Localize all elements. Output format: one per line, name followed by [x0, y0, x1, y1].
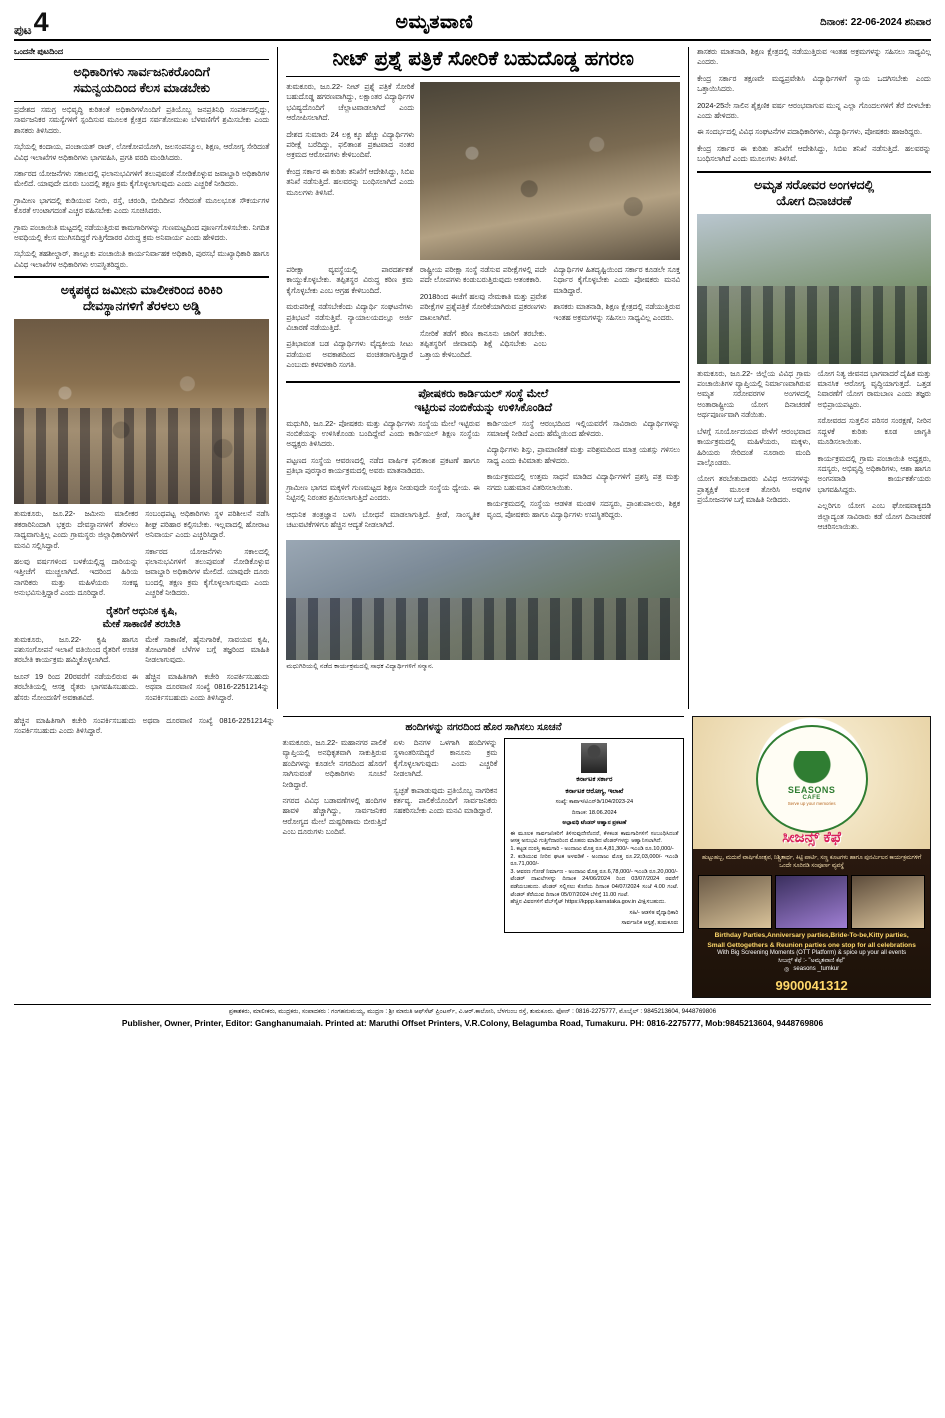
seasons-logo [756, 725, 868, 833]
paragraph: ಪ್ರತಿಭಾವಂತ ಬಡ ವಿದ್ಯಾರ್ಥಿಗಳು ವೈದ್ಯಕೀಯ ಸೀಟು ಪಡೆಯುವ ಅವಕಾಶದಿಂದ ವಂಚಿತರಾಗುತ್ತಿದ್ದಾರೆ ಎಂಬುದು ಕಳವಳಕಾರಿ ಸಂಗತಿ. [286, 339, 413, 370]
paragraph: ಸಭೆಯಲ್ಲಿ ತಹಶೀಲ್ದಾರ್, ತಾಲ್ಲೂಕು ಪಂಚಾಯಿತಿ ಕಾರ್ಯನಿರ್ವಾಹಕ ಅಧಿಕಾರಿ, ಪುರಸಭೆ ಮುಖ್ಯಾಧಿಕಾರಿ ಹಾಗೂ ವಿವಿಧ ಇಲಾಖೆಗಳ ಅಧಿಕಾರಿಗಳು ಉಪಸ್ಥಿತರಿದ್ದರು. [14, 249, 270, 269]
paragraph: ತುಮಕೂರು, ಜೂ.22- ನೀಟ್ ಪ್ರಶ್ನೆ ಪತ್ರಿಕೆ ಸೋರಿಕೆ ಬಹುದೊಡ್ಡ ಹಗರಣವಾಗಿದ್ದು, ಲಕ್ಷಾಂತರ ವಿದ್ಯಾರ್ಥಿಗಳ ಭವಿಷ್ಯದೊಂದಿಗೆ ಚೆಲ್ಲಾಟವಾಡಲಾಗಿದೆ ಎಂದು ಆರೋಪಿಸಲಾಗಿದೆ. [286, 82, 415, 123]
paragraph: ನಗರದ ವಿವಿಧ ಬಡಾವಣೆಗಳಲ್ಲಿ ಹಂದಿಗಳ ಹಾವಳಿ ಹೆಚ್ಚಾಗಿದ್ದು, ಸಾರ್ವಜನಿಕರ ಆರೋಗ್ಯದ ಮೇಲೆ ದುಷ್ಪರಿಣಾಮ ಬೀರುತ್ತಿದೆ ಎಂಬ ದೂರುಗಳು ಬಂದಿವೆ. [282, 796, 387, 837]
paragraph: ತುಮಕೂರು, ಜೂ.22- ಜಿಲ್ಲೆಯ ವಿವಿಧ ಗ್ರಾಮ ಪಂಚಾಯಿತಿಗಳ ವ್ಯಾಪ್ತಿಯಲ್ಲಿ ನಿರ್ಮಾಣವಾಗಿರುವ ಅಮೃತ ಸರೋವರಗಳ ಅಂಗಳದಲ್ಲಿ ಅಂತಾರಾಷ್ಟ್ರೀಯ ಯೋಗ ದಿನಾಚರಣೆ ಅರ್ಥಪೂರ್ಣವಾಗಿ ನಡೆಯಿತು. [697, 368, 811, 420]
mid-photo-block [420, 82, 680, 260]
sub2-col1 [283, 738, 387, 933]
left-three-col [14, 509, 269, 604]
left-third-cols [14, 635, 269, 709]
ad-line-3: With Big Screening Moments (OTT Platform) & spice up your all events [717, 949, 907, 956]
right-col1 [697, 369, 810, 539]
paragraph: ಸೋರಿಕೆ ತಡೆಗೆ ಕಠಿಣ ಕಾನೂನು ಜಾರಿಗೆ ತರಬೇಕು. ತಪ್ಪಿತಸ್ಥರಿಗೆ ಜೀವಾವಧಿ ಶಿಕ್ಷೆ ವಿಧಿಸಬೇಕು ಎಂಬ ಒತ್ತಾಯ ಕೇಳಿಬಂದಿದೆ. [419, 329, 547, 359]
masthead [14, 7, 931, 41]
paragraph: ಪಟ್ಟಣದ ಸಂಸ್ಥೆಯ ಆವರಣದಲ್ಲಿ ನಡೆದ ವಾರ್ಷಿಕ ಫಲಿತಾಂಶ ಪ್ರಕಟಣೆ ಹಾಗೂ ಪ್ರತಿಭಾ ಪುರಸ್ಕಾರ ಕಾರ್ಯಕ್ರಮದಲ್ಲಿ ಅವರು ಮಾತನಾಡಿದರು. [286, 455, 480, 476]
paragraph: ಕೇಂದ್ರ ಸರ್ಕಾರ ತಕ್ಷಣವೇ ಮಧ್ಯಪ್ರವೇಶಿಸಿ ವಿದ್ಯಾರ್ಥಿಗಳಿಗೆ ನ್ಯಾಯ ಒದಗಿಸಬೇಕು ಎಂದು ಒತ್ತಾಯಿಸಿದರು. [697, 73, 931, 94]
bottom-mid [283, 716, 685, 998]
notice-sign-2: ಸಾರ್ವಜನಿಕ ಆಸ್ಪತ್ರೆ, ತುಮಕೂರು [621, 920, 679, 927]
ad-brand: SEASONS [787, 785, 836, 796]
sub2-head-wrap [283, 716, 685, 734]
left-third-col1 [14, 635, 138, 709]
right-column [697, 47, 931, 709]
paragraph: ಸಭೆಯಲ್ಲಿ ಕಂದಾಯ, ಪಂಚಾಯತ್ ರಾಜ್, ಲೋಕೋಪಯೋಗಿ, ಜಲಸಂಪನ್ಮೂಲ, ಶಿಕ್ಷಣ, ಆರೋಗ್ಯ ಸೇರಿದಂತೆ ವಿವಿಧ ಇಲಾಖೆಗಳ ಅಧಿಕಾರಿಗಳು ಭಾಗವಹಿಸಿ, ಪ್ರಗತಿ ವರದಿ ಮಂಡಿಸಿದರು. [14, 142, 270, 162]
ad-header [693, 717, 930, 849]
paragraph: ಮೇಕೆ ಸಾಕಾಣಿಕೆ, ಹೈನುಗಾರಿಕೆ, ಸಾವಯವ ಕೃಷಿ, ತೋಟಗಾರಿಕೆ ಬೆಳೆಗಳ ಬಗ್ಗೆ ತಜ್ಞರಿಂದ ಮಾಹಿತಿ ನೀಡಲಾಗುವುದು. [145, 634, 270, 665]
ad-handle-label: ಸೀಜನ್ಸ್ ಕೆಫೆ :- "ಅಮೃತವಾಣಿ ಕೆಫೆ" [778, 957, 846, 964]
divider [14, 276, 269, 278]
paragraph: ಜೂನ್ 19 ರಿಂದ 20ರವರೆಗೆ ನಡೆಯಲಿರುವ ಈ ತರಬೇತಿಯಲ್ಲಿ ಆಸಕ್ತ ರೈತರು ಭಾಗವಹಿಸಬಹುದು. ಹೆಸರು ನೋಂದಣಿಗೆ ಅವಕಾಶವಿದೆ. [14, 671, 139, 702]
paragraph: ರಾಷ್ಟ್ರೀಯ ಪರೀಕ್ಷಾ ಸಂಸ್ಥೆ ನಡೆಸುವ ಪರೀಕ್ಷೆಗಳಲ್ಲಿ ಪದೇ ಪದೇ ಲೋಪಗಳು ಕಂಡುಬರುತ್ತಿರುವುದು ಆತಂಕಕಾರಿ. [419, 265, 547, 285]
ad-line-1: Birthday Parties,Anniversary parties,Bride-To-be,Kitty parties, [714, 931, 909, 939]
paragraph: ಸ್ವಚ್ಛತೆ ಕಾಪಾಡುವುದು ಪ್ರತಿಯೊಬ್ಬ ನಾಗರಿಕನ ಕರ್ತವ್ಯ. ಪಾಲಿಕೆಯೊಂದಿಗೆ ಸಾರ್ವಜನಿಕರು ಸಹಕರಿಸಬೇಕು ಎಂದು ಮನವಿ ಮಾಡಿದ್ದಾರೆ. [393, 785, 498, 816]
date-value: 22-06-2024 [850, 17, 902, 28]
paragraph: ಸರ್ಕಾರದ ಯೋಜನೆಗಳು ಸಕಾಲದಲ್ಲಿ ಫಲಾನುಭವಿಗಳಿಗೆ ತಲುಪುವಂತೆ ನೋಡಿಕೊಳ್ಳುವ ಜವಾಬ್ದಾರಿ ಅಧಿಕಾರಿಗಳ ಮೇಲಿದೆ. ಯಾವುದೇ ದೂರು ಬಂದಲ್ಲಿ ತಕ್ಷಣ ಕ್ರಮ ಕೈಗೊಳ್ಳಲಾಗುವುದು ಎಂದು ಎಚ್ಚರಿಕೆ ನೀಡಿದರು. [145, 546, 270, 598]
left-column [14, 47, 269, 709]
instagram-icon[interactable]: ◎ [784, 966, 790, 973]
paragraph: ದೇಶದ ಸುಮಾರು 24 ಲಕ್ಷ ಕ್ಕೂ ಹೆಚ್ಚು ವಿದ್ಯಾರ್ಥಿಗಳು ಪರೀಕ್ಷೆ ಬರೆದಿದ್ದು, ಫಲಿತಾಂಶ ಪ್ರಕಟವಾದ ನಂತರ ಅಕ್ರಮದ ಆರೋಪಗಳು ಕೇಳಿಬಂದಿವೆ. [286, 129, 415, 160]
left-third-headline-2: ಮೇಕೆ ಸಾಕಾಣಿಕೆ ತರಬೇತಿ [102, 618, 181, 630]
paragraph: ವಿದ್ಯಾರ್ಥಿಗಳು ಶಿಸ್ತು, ಪ್ರಾಮಾಣಿಕತೆ ಮತ್ತು ಪರಿಶ್ರಮದಿಂದ ಮಾತ್ರ ಯಶಸ್ಸು ಗಳಿಸಲು ಸಾಧ್ಯ ಎಂದು ಕಿವಿಮಾತು ಹೇಳಿದರು. [486, 445, 681, 465]
column-divider [688, 47, 689, 709]
main-headline-wrap [286, 47, 680, 77]
photo-cordial-institute-event [286, 540, 680, 660]
paragraph: ಸಂಬಂಧಪಟ್ಟ ಅಧಿಕಾರಿಗಳು ಸ್ಥಳ ಪರಿಶೀಲನೆ ನಡೆಸಿ ಶೀಘ್ರ ಪರಿಹಾರ ಕಲ್ಪಿಸಬೇಕು. ಇಲ್ಲವಾದಲ್ಲಿ ಹೋರಾಟ ಅನಿವಾರ್ಯ ಎಂದು ಎಚ್ಚರಿಸಿದ್ದಾರೆ. [145, 509, 270, 540]
notice-head-1: ಕರ್ನಾಟಕ ಸರ್ಕಾರ [576, 775, 613, 783]
notice-wrap [504, 738, 684, 933]
paragraph: ಬೆಳಗ್ಗೆ ಸೂರ್ಯೋದಯದ ವೇಳೆಗೆ ಆರಂಭವಾದ ಕಾರ್ಯಕ್ರಮದಲ್ಲಿ ಮಹಿಳೆಯರು, ಮಕ್ಕಳು, ಹಿರಿಯರು ಸೇರಿದಂತೆ ನೂರಾರು ಮಂದಿ ಪಾಲ್ಗೊಂಡರು. [697, 426, 811, 467]
paragraph: ಕಾರ್ಯಕ್ರಮದಲ್ಲಿ ಸಂಸ್ಥೆಯ ಆಡಳಿತ ಮಂಡಳಿ ಸದಸ್ಯರು, ಪ್ರಾಂಶುಪಾಲರು, ಶಿಕ್ಷಕ ವೃಂದ, ಪೋಷಕರು ಹಾಗೂ ವಿದ್ಯಾರ್ಥಿಗಳು ಉಪಸ್ಥಿತರಿದ್ದರು. [486, 499, 681, 519]
left-article-body [14, 105, 269, 270]
photo-content [286, 540, 680, 660]
left-second-headline-1: ಅಕ್ಕಪಕ್ಕದ ಜಮೀನು ಮಾಲೀಕರಿಂದ ಕಿರಿಕಿರಿ [60, 283, 223, 298]
paragraph: ಈ ಸಂದರ್ಭದಲ್ಲಿ ವಿವಿಧ ಸಂಘಟನೆಗಳ ಪದಾಧಿಕಾರಿಗಳು, ವಿದ್ಯಾರ್ಥಿಗಳು, ಪೋಷಕರು ಹಾಜರಿದ್ದರು. [697, 127, 923, 137]
paragraph: ಯೋಗ ತರಬೇತುದಾರರು ವಿವಿಧ ಆಸನಗಳನ್ನು ಪ್ರಾತ್ಯಕ್ಷಿಕೆ ಮೂಲಕ ತೋರಿಸಿ ಅವುಗಳ ಪ್ರಯೋಜನಗಳ ಬಗ್ಗೆ ಮಾಹಿತಿ ನೀಡಿದರು. [697, 474, 811, 505]
photo-content [697, 214, 931, 364]
divider [697, 171, 931, 173]
ad-description: ಹುಟ್ಟುಹಬ್ಬ, ಮದುವೆ ವಾರ್ಷಿಕೋತ್ಸವ, ನಿಶ್ಚಿತಾರ್ಥ, ಕಿಟ್ಟಿ ಪಾರ್ಟಿ, ಸಣ್ಣ ಕೂಟಗಳು ಹಾಗೂ ಪುನರ್ಮಿಲನ ಕಾರ್ಯಕ್ರಮಗಳಿಗೆ ಒಂದೇ ಸೂರಿನಡಿ ಸಂಪೂರ್ಣ ವ್ಯವಸ್ಥೆ [702, 854, 922, 869]
left-third-col2 [145, 635, 269, 709]
top-section [14, 47, 931, 709]
paragraph: ಕೇಂದ್ರ ಸರ್ಕಾರ ಈ ಕುರಿತು ತನಿಖೆಗೆ ಆದೇಶಿಸಿದ್ದು, ಸಿಬಿಐ ತನಿಖೆ ನಡೆಸುತ್ತಿದೆ. ಹಲವರನ್ನು ಬಂಧಿಸಲಾಗಿದೆ ಎಂದು ಮೂಲಗಳು ತಿಳಿಸಿವೆ. [286, 166, 415, 197]
right-headline-2: ಯೋಗ ದಿನಾಚರಣೆ [776, 193, 852, 208]
middle-column [286, 47, 680, 709]
left-second-col1 [14, 509, 138, 604]
paragraph: ಗ್ರಾಮೀಣ ಭಾಗದಲ್ಲಿ ಕುಡಿಯುವ ನೀರು, ರಸ್ತೆ, ಚರಂಡಿ, ಬೀದಿದೀಪ ಸೇರಿದಂತೆ ಮೂಲಭೂತ ಸೌಕರ್ಯಗಳ ಕೊರತೆ ಉಂಟಾಗದಂತೆ ಎಚ್ಚರ ವಹಿಸಬೇಕು ಎಂದು ಸೂಚಿಸಿದರು. [14, 195, 270, 216]
ad-tagline: Serve up your memories [787, 801, 836, 807]
left-headline-line2: ಸಮನ್ವಯದಿಂದ ಕೆಲಸ ಮಾಡಬೇಕು [73, 81, 211, 95]
page-footer [14, 1004, 931, 1028]
footer-english: Publisher, Owner, Printer, Editor: Ganghanumaiah. Printed at: Maruthi Offset Printers, V.R.Colony, Belagumba Road, Tumakuru. PH: 0816-2275777, Mob:9845213604, 9448769806 [121, 1017, 824, 1028]
sub1-headline-1: ಪೋಷಕರು ಕಾರ್ಡಿಯಲ್ ಸಂಸ್ಥೆ ಮೇಲೆ [418, 387, 549, 400]
bottom-left-body [14, 716, 275, 737]
paragraph: ಗ್ರಾಮ ಪಂಚಾಯಿತಿ ಮಟ್ಟದಲ್ಲಿ ನಡೆಯುತ್ತಿರುವ ಕಾಮಗಾರಿಗಳನ್ನು ಗುಣಮಟ್ಟದಿಂದ ಪೂರ್ಣಗೊಳಿಸಬೇಕು. ನಿಗದಿತ ಅವಧಿಯಲ್ಲಿ ಕೆಲಸ ಮುಗಿಸದಿದ್ದರೆ ಗುತ್ತಿಗೆದಾರರ ವಿರುದ್ಧ ಕ್ರಮ ಅನಿವಾರ್ಯ ಎಂದು ಹೇಳಿದರು. [14, 222, 270, 243]
paragraph: ತುಮಕೂರು, ಜೂ.22- ಮಹಾನಗರ ಪಾಲಿಕೆ ವ್ಯಾಪ್ತಿಯಲ್ಲಿ ಅನಧಿಕೃತವಾಗಿ ಸಾಕುತ್ತಿರುವ ಹಂದಿಗಳನ್ನು ಕೂಡಲೇ ನಗರದಿಂದ ಹೊರಗೆ ಸಾಗಿಸುವಂತೆ ಅಧಿಕಾರಿಗಳು ಸೂಚನೆ ನೀಡಿದ್ದಾರೆ. [282, 737, 387, 789]
mid-col-c [554, 265, 681, 377]
photo-content [14, 319, 269, 504]
right-two-cols [697, 369, 931, 539]
notice-body-5[interactable]: ಹೆಚ್ಚಿನ ವಿವರಗಳಿಗೆ ವೆಬ್‌ಸೈಟ್ https://kppp.karnataka.gov.in ವೀಕ್ಷಿಸಬಹುದು. [510, 899, 666, 906]
sub2-cols [283, 738, 685, 933]
paragraph: ಕಾರ್ಡಿಯಲ್ ಸಂಸ್ಥೆ ಆರಂಭದಿಂದ ಇಲ್ಲಿಯವರೆಗೆ ಸಾವಿರಾರು ವಿದ್ಯಾರ್ಥಿಗಳನ್ನು ಸಮಾಜಕ್ಕೆ ನೀಡಿದೆ ಎಂದು ಹೆಮ್ಮೆಯಿಂದ ಹೇಳಿದರು. [486, 418, 681, 439]
sub2-headline: ಹಂದಿಗಳನ್ನು ನಗರದಿಂದ ಹೊರ ಸಾಗಿಸಲು ಸೂಚನೆ [405, 721, 562, 733]
ad-line-2: Small Gettogethers & Reunion parties one stop for all celebrations [707, 941, 916, 949]
mid-col-a [286, 265, 413, 377]
notice-date: ದಿನಾಂಕ: 18.06.2024 [571, 809, 617, 816]
ad-kannada-name: ಸೀಜನ್ಸ್ ಕೆಫೆ [782, 828, 842, 846]
paragraph: ಶಾಸಕರು ಮಾತನಾಡಿ, ಶಿಕ್ಷಣ ಕ್ಷೇತ್ರದಲ್ಲಿ ನಡೆಯುತ್ತಿರುವ ಇಂತಹ ಅಕ್ರಮಗಳನ್ನು ಸಹಿಸಲು ಸಾಧ್ಯವಿಲ್ಲ ಎಂದರು. [553, 302, 681, 322]
divider [14, 101, 269, 102]
page-number: 4 [33, 7, 49, 37]
karnataka-emblem-icon [581, 743, 607, 773]
paragraph: ಶಾಸಕರು ಮಾತನಾಡಿ, ಶಿಕ್ಷಣ ಕ್ಷೇತ್ರದಲ್ಲಿ ನಡೆಯುತ್ತಿರುವ ಇಂತಹ ಅಕ್ರಮಗಳನ್ನು ಸಹಿಸಲು ಸಾಧ್ಯವಿಲ್ಲ ಎಂದರು. [697, 47, 931, 67]
left-third-headline-1: ರೈತರಿಗೆ ಆಧುನಿಕ ಕೃಷಿ, [106, 605, 178, 617]
mid-col1 [286, 82, 414, 260]
ad-photo-interior [698, 875, 772, 929]
photo-content [420, 82, 680, 260]
paragraph: ಮಧುಗಿರಿ, ಜೂ.22- ಪೋಷಕರು ಮತ್ತು ವಿದ್ಯಾರ್ಥಿಗಳು ಸಂಸ್ಥೆಯ ಮೇಲೆ ಇಟ್ಟಿರುವ ನಂಬಿಕೆಯನ್ನು ಉಳಿಸಿಕೊಂಡು ಬಂದಿದ್ದೇವೆ ಎಂದು ಕಾರ್ಡಿಯಲ್ ಶಿಕ್ಷಣ ಸಂಸ್ಥೆಯ ಅಧ್ಯಕ್ಷರು ತಿಳಿಸಿದರು. [286, 418, 480, 449]
mid-col-b [420, 265, 547, 377]
government-tender-notice [504, 738, 684, 933]
paragraph: ಹೆಚ್ಚಿನ ಮಾಹಿತಿಗಾಗಿ ಕಚೇರಿ ಸಂಪರ್ಕಿಸಬಹುದು ಅಥವಾ ದೂರವಾಣಿ ಸಂಖ್ಯೆ 0816-2251214ನ್ನು ಸಂಪರ್ಕಿಸಬಹುದು ಎಂದು ತಿಳಿಸಿದ್ದಾರೆ. [145, 671, 270, 702]
date-label: ದಿನಾಂಕ: [820, 17, 848, 28]
left-kicker: ಒಂದನೇ ಪುಟದಿಂದ [14, 47, 269, 60]
advertisement-seasons-cafe[interactable] [692, 716, 931, 998]
notice-body-3: 3. ಆವರಣ ಗೋಡೆ ನಿರ್ಮಾಣ - ಅಂದಾಜು ಮೊತ್ತ ರೂ.6,78,000/- ಇಎಂಡಿ ರೂ.20,000/- [510, 868, 678, 875]
footer-kannada: ಪ್ರಕಾಶಕರು, ಮಾಲೀಕರು, ಮುದ್ರಕರು, ಸಂಪಾದಕರು : ಗಂಗಹನುಮಯ್ಯ, ಮುದ್ರಣ : ಶ್ರೀ ಮಾರುತಿ ಆಫ್‌ಸೆಟ್ ಪ್ರಿಂಟರ್ಸ್, ವಿ.ಆರ್.ಕಾಲೋನಿ, ಬೆಳಗುಂಬ ರಸ್ತೆ, ತುಮಕೂರು. ಫೋನ್ : 0816-2275777, ಮೊಬೈಲ್ : 9845213604, 9448769806 [228, 1007, 717, 1015]
photo-officials-meeting [14, 319, 269, 504]
sub1-headline-2: ಇಟ್ಟಿರುವ ನಂಬಿಕೆಯನ್ನು ಉಳಿಸಿಕೊಂಡಿದೆ [414, 401, 553, 414]
ad-photo-strip [693, 875, 930, 929]
divider [286, 381, 680, 383]
left-second-col2 [145, 509, 269, 604]
ad-phone-number[interactable]: 9900041312 [775, 977, 848, 993]
notice-head-2: ಕರ್ನಾಟಕ ಆರೋಗ್ಯ, ಇಲಾಖೆ [565, 787, 624, 795]
right-headline-1: ಅಮೃತ ಸರೋವರ ಅಂಗಳದಲ್ಲಿ [754, 177, 875, 192]
page-word: ಪುಟ [14, 23, 32, 37]
notice-sign-1: ಸಹಿ/- ಆಡಳಿತ ವೈದ್ಯಾಧಿಕಾರಿ [629, 909, 679, 916]
bottom-left [14, 716, 275, 998]
paragraph: ಆಧುನಿಕ ತಂತ್ರಜ್ಞಾನ ಬಳಸಿ ಬೋಧನೆ ಮಾಡಲಾಗುತ್ತಿದೆ. ಕ್ರೀಡೆ, ಸಾಂಸ್ಕೃತಿಕ ಚಟುವಟಿಕೆಗಳಿಗೂ ಹೆಚ್ಚಿನ ಆದ್ಯತೆ ನೀಡಲಾಗಿದೆ. [286, 509, 480, 529]
paragraph: ಕಾರ್ಯಕ್ರಮದಲ್ಲಿ ಗ್ರಾಮ ಪಂಚಾಯಿತಿ ಅಧ್ಯಕ್ಷರು, ಸದಸ್ಯರು, ಅಭಿವೃದ್ಧಿ ಅಧಿಕಾರಿಗಳು, ಆಶಾ ಹಾಗೂ ಅಂಗನವಾಡಿ ಕಾರ್ಯಕರ್ತೆಯರು ಭಾಗವಹಿಸಿದ್ದರು. [817, 453, 931, 494]
mid-top-row [286, 82, 680, 260]
left-headline-line1: ಅಧಿಕಾರಿಗಳು ಸಾರ್ವಜನಿಕರೊಂದಿಗೆ [73, 65, 210, 79]
right-col2 [818, 369, 931, 539]
sub1-cols [286, 419, 680, 537]
paragraph: ಪರೀಕ್ಷಾ ವ್ಯವಸ್ಥೆಯಲ್ಲಿ ಪಾರದರ್ಶಕತೆ ಕಾಯ್ದುಕೊಳ್ಳಬೇಕು. ತಪ್ಪಿತಸ್ಥರ ವಿರುದ್ಧ ಕಠಿಣ ಕ್ರಮ ಕೈಗೊಳ್ಳಬೇಕು ಎಂಬ ಆಗ್ರಹ ಕೇಳಿಬಂದಿದೆ. [286, 265, 413, 295]
sub2-col2 [393, 738, 497, 933]
paragraph: ತುಮಕೂರು, ಜೂ.22- ಕೃಷಿ ಹಾಗೂ ಪಶುಸಂಗೋಪನೆ ಇಲಾಖೆ ವತಿಯಿಂದ ರೈತರಿಗೆ ಉಚಿತ ತರಬೇತಿ ಕಾರ್ಯಕ್ರಮ ಹಮ್ಮಿಕೊಳ್ಳಲಾಗಿದೆ. [14, 634, 139, 665]
right-top-body [697, 47, 931, 165]
paragraph: 2018ರಿಂದ ಈಚೆಗೆ ಹಲವು ನೇಮಕಾತಿ ಮತ್ತು ಪ್ರವೇಶ ಪರೀಕ್ಷೆಗಳ ಪ್ರಶ್ನೆಪತ್ರಿಕೆ ಸೋರಿಕೆಯಾಗಿರುವ ಪ್ರಕರಣಗಳು ದಾಖಲಾಗಿವೆ. [419, 291, 547, 322]
ad-photo-hall [851, 875, 925, 929]
paragraph: 2024-25ನೇ ಸಾಲಿನ ಶೈಕ್ಷಣಿಕ ವರ್ಷ ಆರಂಭವಾಗುವ ಮುನ್ನ ಎಲ್ಲಾ ಗೊಂದಲಗಳಿಗೆ ತೆರೆ ಬೀಳಬೇಕು ಎಂದು ಹೇಳಿದರು. [697, 100, 931, 121]
mid-three-col [286, 265, 680, 377]
ad-social-row[interactable] [693, 966, 930, 976]
ad-brand-sub: CAFE [802, 795, 821, 802]
main-headline: ನೀಟ್ ಪ್ರಶ್ನೆ ಪತ್ರಿಕೆ ಸೋರಿಕೆ ಬಹುದೊಡ್ಡ ಹಗರಣ [332, 48, 634, 70]
notice-body-4: ಟೆಂಡರ್ ದಾಖಲೆಗಳನ್ನು ದಿನಾಂಕ 24/06/2024 ರಿಂದ 03/07/2024 ರವರೆಗೆ ಪಡೆಯಬಹುದು. ಟೆಂಡರ್ ಸಲ್ಲಿಸಲು ಕೊನೆಯ ದಿನಾಂಕ 04/07/2024 ಸಂಜೆ 4.00 ಗಂಟೆ. ಟೆಂಡರ್ ತೆರೆಯುವ ದಿನಾಂಕ 05/07/2024 ಬೆಳಿಗ್ಗೆ 11.00 ಗಂಟೆ. [510, 876, 679, 898]
sub1-col2 [487, 419, 680, 537]
photo-yoga-day [697, 214, 931, 364]
paragraph: ವಿದ್ಯಾರ್ಥಿಗಳ ಹಿತದೃಷ್ಟಿಯಿಂದ ಸರ್ಕಾರ ಕೂಡಲೇ ಸೂಕ್ತ ನಿರ್ಧಾರ ಕೈಗೊಳ್ಳಬೇಕು ಎಂದು ಪೋಷಕರು ಮನವಿ ಮಾಡಿದ್ದಾರೆ. [553, 265, 681, 295]
photo-neet-protest [420, 82, 680, 260]
bottom-section [14, 716, 931, 998]
day-value: ಶನಿವಾರ [904, 17, 931, 28]
paper-title: ಅಮೃತವಾಣಿ [395, 11, 474, 33]
left-second-headline-2: ದೇವಸ್ಥಾನಗಳಿಗೆ ತೆರಳಲು ಅಡ್ಡಿ [82, 299, 201, 314]
ad-social-handle[interactable]: seasons _tumkur [793, 966, 840, 973]
paragraph: ಸರೋವರದ ಸುತ್ತಲಿನ ಪರಿಸರ ಸಂರಕ್ಷಣೆ, ನೀರಿನ ಸದ್ಬಳಕೆ ಕುರಿತು ಕೂಡ ಜಾಗೃತಿ ಮೂಡಿಸಲಾಯಿತು. [817, 416, 931, 447]
ad-photo-decor [775, 875, 849, 929]
bottom-right [692, 716, 931, 998]
sub1-col1 [286, 419, 479, 537]
paragraph: ಹಲವು ವರ್ಷಗಳಿಂದ ಬಳಕೆಯಲ್ಲಿದ್ದ ದಾರಿಯನ್ನು ಇತ್ತೀಚೆಗೆ ಮುಚ್ಚಲಾಗಿದೆ. ಇದರಿಂದ ಹಿರಿಯ ನಾಗರಿಕರು ಮತ್ತು ಮಹಿಳೆಯರು ಸಂಕಷ್ಟ ಅನುಭವಿಸುತ್ತಿದ್ದಾರೆ ಎಂದು ದೂರಿದ್ದಾರೆ. [14, 556, 139, 598]
notice-body-2: 2. ಕುಡಿಯುವ ನೀರಿನ ಘಟಕ ಅಳವಡಿಕೆ - ಅಂದಾಜು ಮೊತ್ತ ರೂ.22,03,000/- ಇಎಂಡಿ ರೂ.71,000/- [510, 853, 679, 868]
paragraph: ಕಾರ್ಯಕ್ರಮದಲ್ಲಿ ಉತ್ತಮ ಸಾಧನೆ ಮಾಡಿದ ವಿದ್ಯಾರ್ಥಿಗಳಿಗೆ ಪ್ರಶಸ್ತಿ ಪತ್ರ ಮತ್ತು ನಗದು ಬಹುಮಾನ ವಿತರಿಸಲಾಯಿತು. [486, 472, 681, 492]
notice-ref: ಸಂಖ್ಯೆ: ಕಾಪಾಇ/ಟಿಎನ್‌ಡಿ/104/2023-24 [555, 798, 634, 805]
page-badge [14, 7, 49, 37]
paragraph: ಯೋಗ ನಿತ್ಯ ಜೀವನದ ಭಾಗವಾದರೆ ದೈಹಿಕ ಮತ್ತು ಮಾನಸಿಕ ಆರೋಗ್ಯ ವೃದ್ಧಿಯಾಗುತ್ತದೆ. ಒತ್ತಡ ನಿವಾರಣೆಗೆ ಯೋಗ ರಾಮಬಾಣ ಎಂದು ತಜ್ಞರು ಅಭಿಪ್ರಾಯಪಟ್ಟರು. [817, 368, 931, 409]
paragraph: ಪ್ರದೇಶದ ಸಮಗ್ರ ಅಭಿವೃದ್ಧಿ ಕುರಿತಂತೆ ಅಧಿಕಾರಿಗಳೊಂದಿಗೆ ಪ್ರತಿಯೊಬ್ಬ ಜನಪ್ರತಿನಿಧಿ ಸಂಪರ್ಕದಲ್ಲಿದ್ದು, ಸಾರ್ವಜನಿಕರ ಸಮಸ್ಯೆಗಳಿಗೆ ಸ್ಪಂದಿಸುವ ಮೂಲಕ ಕ್ಷೇತ್ರದ ಸರ್ವತೋಮುಖ ಬೆಳವಣಿಗೆಗೆ ಶ್ರಮಿಸಬೇಕು ಎಂದು ಶಾಸಕರು ತಿಳಿಸಿದರು. [14, 105, 270, 135]
tree-icon [792, 751, 832, 785]
paragraph: ಕೇಂದ್ರ ಸರ್ಕಾರ ಈ ಕುರಿತು ತನಿಖೆಗೆ ಆದೇಶಿಸಿದ್ದು, ಸಿಬಿಐ ತನಿಖೆ ನಡೆಸುತ್ತಿದೆ. ಹಲವರನ್ನು ಬಂಧಿಸಲಾಗಿದೆ ಎಂದು ಮೂಲಗಳು ತಿಳಿಸಿವೆ. [697, 143, 931, 164]
photo-caption: ಮಧುಗಿರಿಯಲ್ಲಿ ನಡೆದ ಕಾರ್ಯಕ್ರಮದಲ್ಲಿ ಸಾಧಕ ವಿದ್ಯಾರ್ಥಿಗಳಿಗೆ ಸನ್ಮಾನ. [286, 663, 434, 671]
notice-body-1: 1. ಕಟ್ಟಡ ದುರಸ್ತಿ ಕಾಮಗಾರಿ - ಅಂದಾಜು ಮೊತ್ತ ರೂ.4,81,300/- ಇಎಂಡಿ ರೂ.10,000/- [510, 845, 674, 852]
paragraph: ಹೆಚ್ಚಿನ ಮಾಹಿತಿಗಾಗಿ ಕಚೇರಿ ಸಂಪರ್ಕಿಸಬಹುದು ಅಥವಾ ದೂರವಾಣಿ ಸಂಖ್ಯೆ 0816-2251214ನ್ನು ಸಂಪರ್ಕಿಸಬಹುದು ಎಂದು ತಿಳಿಸಿದ್ದಾರೆ. [14, 715, 275, 736]
paragraph: ಗ್ರಾಮೀಣ ಭಾಗದ ಮಕ್ಕಳಿಗೆ ಗುಣಮಟ್ಟದ ಶಿಕ್ಷಣ ನೀಡುವುದೇ ಸಂಸ್ಥೆಯ ಧ್ಯೇಯ. ಈ ನಿಟ್ಟಿನಲ್ಲಿ ನಿರಂತರ ಶ್ರಮಿಸಲಾಗುತ್ತಿದೆ ಎಂದರು. [286, 482, 480, 503]
paragraph: ಏಳು ದಿನಗಳ ಒಳಗಾಗಿ ಹಂದಿಗಳನ್ನು ಸ್ಥಳಾಂತರಿಸದಿದ್ದರೆ ಕಾನೂನು ಕ್ರಮ ಕೈಗೊಳ್ಳಲಾಗುವುದು ಎಂದು ಎಚ್ಚರಿಕೆ ನೀಡಲಾಗಿದೆ. [393, 737, 498, 779]
notice-body-0: ಈ ಮೂಲಕ ಸಾರ್ವಜನಿಕರಿಗೆ ತಿಳಿಸುವುದೇನೆಂದರೆ, ಕೆಳಕಂಡ ಕಾಮಗಾರಿಗಳಿಗೆ ಸಂಬಂಧಿಸಿದಂತೆ ಆಸಕ್ತ ಅನುಭವಿ ಗುತ್ತಿಗೆದಾರರಿಂದ ಮೊಹರು ಮಾಡಿದ ಟೆಂಡರ್‌ಗಳನ್ನು ಆಹ್ವಾನಿಸಲಾಗಿದೆ. [510, 830, 679, 845]
date-line [820, 17, 931, 28]
column-divider [277, 47, 278, 709]
paragraph: ತುಮಕೂರು, ಜೂ.22- ಜಮೀನು ಮಾಲೀಕರ ತಕರಾರಿನಿಂದಾಗಿ ಭಕ್ತರು ದೇವಸ್ಥಾನಗಳಿಗೆ ತೆರಳಲು ಸಾಧ್ಯವಾಗುತ್ತಿಲ್ಲ ಎಂದು ಗ್ರಾಮಸ್ಥರು ಜಿಲ್ಲಾಧಿಕಾರಿಗಳಿಗೆ ಮನವಿ ಸಲ್ಲಿಸಿದ್ದಾರೆ. [14, 509, 139, 550]
paragraph: ಮರುಪರೀಕ್ಷೆ ನಡೆಸಬೇಕೆಂದು ವಿದ್ಯಾರ್ಥಿ ಸಂಘಟನೆಗಳು ಪ್ರತಿಭಟನೆ ನಡೆಸುತ್ತಿವೆ. ನ್ಯಾಯಾಲಯದಲ್ಲೂ ಅರ್ಜಿ ವಿಚಾರಣೆ ನಡೆಯುತ್ತಿದೆ. [286, 302, 413, 333]
paragraph: ಎಲ್ಲರಿಗೂ ಯೋಗ ಎಂಬ ಘೋಷವಾಕ್ಯದಡಿ ಜಿಲ್ಲಾದ್ಯಂತ ಸಾವಿರಾರು ಕಡೆ ಯೋಗ ದಿನಾಚರಣೆ ಆಚರಿಸಲಾಯಿತು. [817, 501, 931, 531]
paragraph: ಸರ್ಕಾರದ ಯೋಜನೆಗಳು ಸಕಾಲದಲ್ಲಿ ಫಲಾನುಭವಿಗಳಿಗೆ ತಲುಪುವಂತೆ ನೋಡಿಕೊಳ್ಳುವ ಜವಾಬ್ದಾರಿ ಅಧಿಕಾರಿಗಳ ಮೇಲಿದೆ. ಯಾವುದೇ ದೂರು ಬಂದಲ್ಲಿ ತಕ್ಷಣ ಕ್ರಮ ಕೈಗೊಳ್ಳಲಾಗುವುದು ಎಂದು ಎಚ್ಚರಿಕೆ ನೀಡಿದರು. [14, 169, 270, 189]
notice-subject: ಅಲ್ಪಾವಧಿ ಟೆಂಡರ್ ಆಹ್ವಾನ ಪ್ರಕಟಣೆ [562, 820, 627, 827]
